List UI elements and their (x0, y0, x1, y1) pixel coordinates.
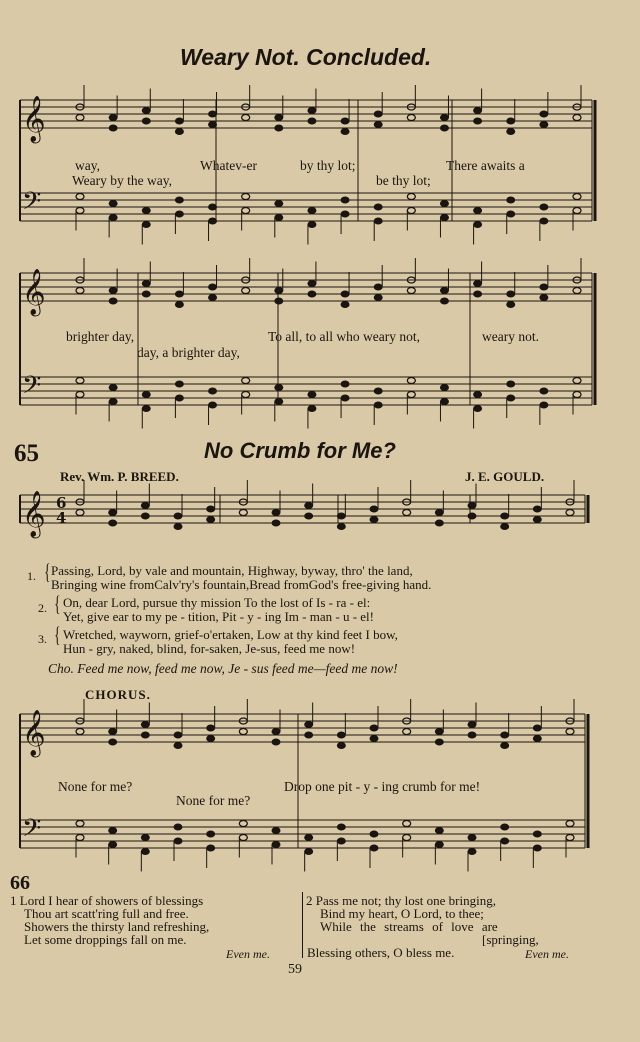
lyric-text: Drop one pit - y - ing crumb for me! (284, 779, 481, 794)
note-head (174, 732, 182, 738)
note-head (142, 108, 150, 114)
note-head (275, 298, 283, 304)
verse-brace: { (44, 559, 51, 584)
note-head (76, 729, 84, 735)
verse-line: Blessing others, O bless me. (307, 945, 455, 960)
note-head (540, 402, 548, 408)
note-head (272, 739, 280, 745)
note-head (474, 406, 482, 412)
note-head (109, 125, 117, 131)
note-head (305, 849, 313, 855)
note-head (308, 406, 316, 412)
note-head (142, 222, 150, 228)
note-head (540, 204, 548, 210)
note-head (507, 197, 515, 203)
verse-line: [springing, (482, 932, 539, 947)
author-credit: Rev. Wm. P. BREED. (60, 469, 179, 484)
note-head (275, 215, 283, 221)
note-head (370, 736, 378, 742)
note-head (109, 201, 117, 207)
note-head (272, 729, 280, 735)
note-head (440, 298, 448, 304)
note-head (370, 845, 378, 851)
note-head (370, 506, 378, 512)
note-head (174, 743, 182, 749)
note-head (440, 115, 448, 121)
note-head (175, 395, 183, 401)
note-head (501, 824, 509, 830)
note-head (109, 298, 117, 304)
note-head (468, 732, 476, 738)
note-head (242, 194, 250, 200)
note-head (275, 385, 283, 391)
note-head (341, 291, 349, 297)
note-head (435, 729, 443, 735)
note-head (403, 835, 411, 841)
note-head (374, 402, 382, 408)
lyric-text: There awaits a (446, 158, 525, 173)
note-head (468, 835, 476, 841)
note-head (407, 378, 415, 384)
lyric-text: be thy lot; (376, 173, 431, 188)
note-head (76, 194, 84, 200)
note-head (275, 399, 283, 405)
note-head (109, 385, 117, 391)
verse-line: Wretched, wayworn, grief-o'ertaken, Low at thy kind feet I bow, (63, 627, 398, 642)
note-head (540, 218, 548, 224)
note-head (272, 510, 280, 516)
note-head (374, 111, 382, 117)
lyric-text: brighter day, (66, 329, 135, 344)
clef-symbol: 𝄢 (22, 814, 42, 849)
chorus-heading: CHORUS. (85, 687, 151, 702)
note-head (501, 838, 509, 844)
note-head (141, 513, 149, 519)
note-head (468, 503, 476, 509)
note-head (174, 824, 182, 830)
note-head (507, 381, 515, 387)
note-head (174, 513, 182, 519)
verse-line: Let some droppings fall on me. (24, 932, 187, 947)
note-head (174, 838, 182, 844)
note-head (275, 201, 283, 207)
note-head (507, 118, 515, 124)
lyric-text: None for me? (58, 779, 133, 794)
note-head (474, 392, 482, 398)
verse-number: 3. (38, 632, 47, 646)
note-head (440, 215, 448, 221)
note-head (275, 125, 283, 131)
cho-line: Cho. Feed me now, feed me now, Je - sus feed me—feed me now! (48, 661, 398, 676)
note-head (403, 729, 411, 735)
note-head (141, 835, 149, 841)
note-head (435, 842, 443, 848)
note-head (440, 385, 448, 391)
verse-line: Passing, Lord, by vale and mountain, Highway, byway, thro' the land, (51, 563, 413, 578)
note-head (533, 517, 541, 523)
note-head (474, 118, 482, 124)
note-head (142, 281, 150, 287)
note-head (566, 510, 574, 516)
verse-line: Yet, give ear to my pe - tition, Pit - y - ing Im - man - u - el! (63, 609, 374, 624)
note-head (239, 510, 247, 516)
note-head (507, 395, 515, 401)
note-head (109, 739, 117, 745)
clef-symbol: 𝄢 (22, 371, 42, 406)
note-head (308, 281, 316, 287)
hymn-number: 66 (10, 872, 30, 894)
note-head (109, 729, 117, 735)
note-head (272, 842, 280, 848)
hymn-title: No Crumb for Me? (204, 438, 396, 463)
note-head (468, 722, 476, 728)
note-head (341, 129, 349, 135)
note-head (239, 821, 247, 827)
note-head (337, 513, 345, 519)
note-head (209, 284, 217, 290)
clef-symbol: 𝄞 (22, 96, 46, 142)
note-head (175, 118, 183, 124)
note-head (341, 381, 349, 387)
note-head (566, 835, 574, 841)
note-head (440, 399, 448, 405)
note-head (403, 821, 411, 827)
note-head (175, 302, 183, 308)
note-head (308, 118, 316, 124)
note-head (109, 288, 117, 294)
composer-credit: J. E. GOULD. (465, 469, 545, 484)
clef-symbol: 𝄞 (22, 269, 46, 315)
verse-number: 1. (27, 569, 36, 583)
note-head (209, 111, 217, 117)
clef-symbol: 𝄞 (22, 491, 46, 537)
lyric-text: To all, to all who weary not, (268, 329, 421, 344)
note-head (573, 194, 581, 200)
note-head (573, 288, 581, 294)
note-head (209, 402, 217, 408)
note-head (109, 399, 117, 405)
verse-line: 2 Pass me not; thy lost one bringing, (306, 893, 496, 908)
note-head (341, 211, 349, 217)
note-head (407, 194, 415, 200)
note-head (374, 284, 382, 290)
note-head (209, 204, 217, 210)
note-head (507, 302, 515, 308)
note-head (374, 295, 382, 301)
note-head (242, 288, 250, 294)
note-head (566, 729, 574, 735)
note-head (141, 732, 149, 738)
note-head (440, 201, 448, 207)
note-head (76, 208, 84, 214)
page-number: 59 (288, 962, 302, 977)
note-head (242, 115, 250, 121)
note-head (174, 524, 182, 530)
note-head (141, 722, 149, 728)
note-head (239, 729, 247, 735)
note-head (109, 828, 117, 834)
note-head (76, 288, 84, 294)
note-head (142, 208, 150, 214)
note-head (308, 208, 316, 214)
note-head (370, 517, 378, 523)
note-head (474, 108, 482, 114)
note-head (566, 821, 574, 827)
lyric-text: Whatev-er (200, 158, 257, 173)
note-head (207, 506, 215, 512)
note-head (272, 828, 280, 834)
note-head (272, 520, 280, 526)
note-head (474, 208, 482, 214)
note-head (507, 129, 515, 135)
verse-line: On, dear Lord, pursue thy mission To the lost of Is - ra - el: (63, 595, 371, 610)
note-head (540, 388, 548, 394)
note-head (370, 831, 378, 837)
lyric-text: weary not. (482, 329, 539, 344)
note-head (305, 732, 313, 738)
note-head (207, 736, 215, 742)
note-head (337, 838, 345, 844)
note-head (239, 835, 247, 841)
note-head (207, 725, 215, 731)
lyric-text: by thy lot; (300, 158, 356, 173)
note-head (573, 115, 581, 121)
note-head (573, 208, 581, 214)
note-head (540, 295, 548, 301)
note-head (533, 725, 541, 731)
note-head (573, 378, 581, 384)
note-head (175, 129, 183, 135)
lyric-text: way, (75, 158, 100, 173)
note-head (141, 503, 149, 509)
note-head (175, 381, 183, 387)
note-head (142, 291, 150, 297)
verse-line: Hun - gry, naked, blind, for-saken, Je-sus, feed me now! (63, 641, 356, 656)
note-head (242, 208, 250, 214)
note-head (341, 302, 349, 308)
verse-line: While the streams of love are (320, 919, 498, 934)
note-head (533, 845, 541, 851)
note-head (175, 291, 183, 297)
verse-line: 1 Lord I hear of showers of blessings (10, 893, 204, 908)
note-head (175, 197, 183, 203)
note-head (142, 392, 150, 398)
hymn-number: 65 (14, 440, 39, 467)
note-head (440, 288, 448, 294)
note-head (337, 732, 345, 738)
note-head (341, 395, 349, 401)
note-head (207, 831, 215, 837)
note-head (370, 725, 378, 731)
note-head (76, 835, 84, 841)
note-head (341, 197, 349, 203)
refrain-text: Even me. (525, 947, 569, 961)
note-head (305, 513, 313, 519)
time-signature-top: 6 (56, 494, 67, 512)
note-head (474, 291, 482, 297)
note-head (374, 204, 382, 210)
note-head (76, 115, 84, 121)
note-head (341, 118, 349, 124)
note-head (242, 378, 250, 384)
note-head (207, 845, 215, 851)
note-head (109, 215, 117, 221)
lyric-text: day, a brighter day, (137, 345, 240, 360)
note-head (374, 218, 382, 224)
verse-line: Bringing wine fromCalv'ry's fountain,Bread fromGod's free-giving hand. (51, 577, 432, 592)
note-head (468, 849, 476, 855)
note-head (305, 722, 313, 728)
verse-line: Showers the thirsty land refreshing, (24, 919, 210, 934)
note-head (109, 510, 117, 516)
note-head (507, 291, 515, 297)
verse-brace: { (54, 622, 61, 647)
note-head (305, 503, 313, 509)
note-head (507, 211, 515, 217)
column-divider (302, 892, 303, 958)
note-head (540, 111, 548, 117)
note-head (109, 520, 117, 526)
note-head (403, 510, 411, 516)
note-head (337, 524, 345, 530)
clef-symbol: 𝄞 (22, 710, 46, 756)
verse-number: 2. (38, 601, 47, 615)
note-head (407, 208, 415, 214)
note-head (540, 122, 548, 128)
note-head (573, 392, 581, 398)
note-head (76, 510, 84, 516)
note-head (407, 392, 415, 398)
note-head (308, 108, 316, 114)
note-head (209, 295, 217, 301)
note-head (501, 732, 509, 738)
note-head (305, 835, 313, 841)
note-head (76, 821, 84, 827)
note-head (337, 743, 345, 749)
note-head (435, 739, 443, 745)
note-head (533, 506, 541, 512)
lyric-text: None for me? (176, 793, 251, 808)
note-head (275, 288, 283, 294)
note-head (142, 118, 150, 124)
note-head (474, 222, 482, 228)
note-head (435, 510, 443, 516)
clef-symbol: 𝄢 (22, 187, 42, 222)
time-signature-bottom: 4 (56, 509, 67, 527)
note-head (533, 831, 541, 837)
lyric-text: Weary by the way, (72, 173, 172, 188)
note-head (533, 736, 541, 742)
note-head (468, 513, 476, 519)
note-head (109, 115, 117, 121)
note-head (440, 125, 448, 131)
note-head (76, 392, 84, 398)
note-head (308, 291, 316, 297)
verse-brace: { (54, 591, 61, 616)
note-head (209, 122, 217, 128)
note-head (209, 388, 217, 394)
note-head (435, 520, 443, 526)
verse-line: Thou art scatt'ring full and free. (24, 906, 189, 921)
note-head (374, 122, 382, 128)
note-head (374, 388, 382, 394)
note-head (407, 115, 415, 121)
note-head (435, 828, 443, 834)
note-head (109, 842, 117, 848)
note-head (308, 392, 316, 398)
note-head (142, 406, 150, 412)
note-head (308, 222, 316, 228)
note-head (207, 517, 215, 523)
note-head (175, 211, 183, 217)
top-hymn-title: Weary Not. Concluded. (180, 44, 432, 70)
note-head (407, 288, 415, 294)
refrain-text: Even me. (226, 947, 270, 961)
note-head (540, 284, 548, 290)
note-head (501, 513, 509, 519)
verse-line: Bind my heart, O Lord, to thee; (320, 906, 484, 921)
note-head (209, 218, 217, 224)
note-head (242, 392, 250, 398)
note-head (337, 824, 345, 830)
note-head (501, 524, 509, 530)
note-head (275, 115, 283, 121)
note-head (501, 743, 509, 749)
note-head (141, 849, 149, 855)
note-head (474, 281, 482, 287)
note-head (76, 378, 84, 384)
